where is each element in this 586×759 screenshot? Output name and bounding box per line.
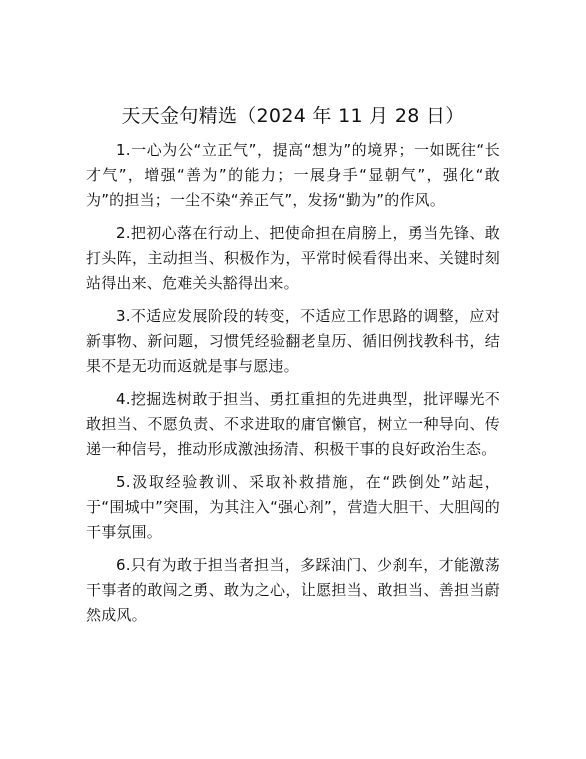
paragraph-5: 5.汲取经验教训、采取补救措施，在“跌倒处”站起，于“围城中”突围，为其注入“强心剂”，营造大胆干、大胆闯的干事氛围。 <box>86 473 500 541</box>
paragraph-4: 4.挖掘选树敢于担当、勇扛重担的先进典型，批评曝光不敢担当、不愿负责、不求进取的庸官懒官，树立一种导向、传递一种信号，推动形成激浊扬清、积极干事的良好政治生态。 <box>86 390 500 458</box>
paragraph-2: 2.把初心落在行动上、把使命担在肩膀上，勇当先锋、敢打头阵，主动担当、积极作为，平常时候看得出来、关键时刻站得出来、危难关头豁得出来。 <box>86 224 500 292</box>
paragraph-3: 3.不适应发展阶段的转变，不适应工作思路的调整，应对新事物、新问题，习惯凭经验翻老皇历、循旧例找教科书，结果不是无功而返就是事与愿违。 <box>86 307 500 375</box>
paragraph-6: 6.只有为敢于担当者担当，多踩油门、少刹车，才能激荡干事者的敢闯之勇、敢为之心，让愿担当、敢担当、善担当蔚然成风。 <box>86 556 500 624</box>
document-body <box>86 138 500 636</box>
paragraph-1: 1.一心为公“立正气”，提高“想为”的境界；一如既往“长才气”，增强“善为”的能力；一展身手“显朝气”，强化“敢为”的担当；一尘不染“养正气”，发扬“勤为”的作风。 <box>86 141 500 209</box>
document-title: 天天金句精选（2024 年 11 月 28 日） <box>121 105 465 127</box>
